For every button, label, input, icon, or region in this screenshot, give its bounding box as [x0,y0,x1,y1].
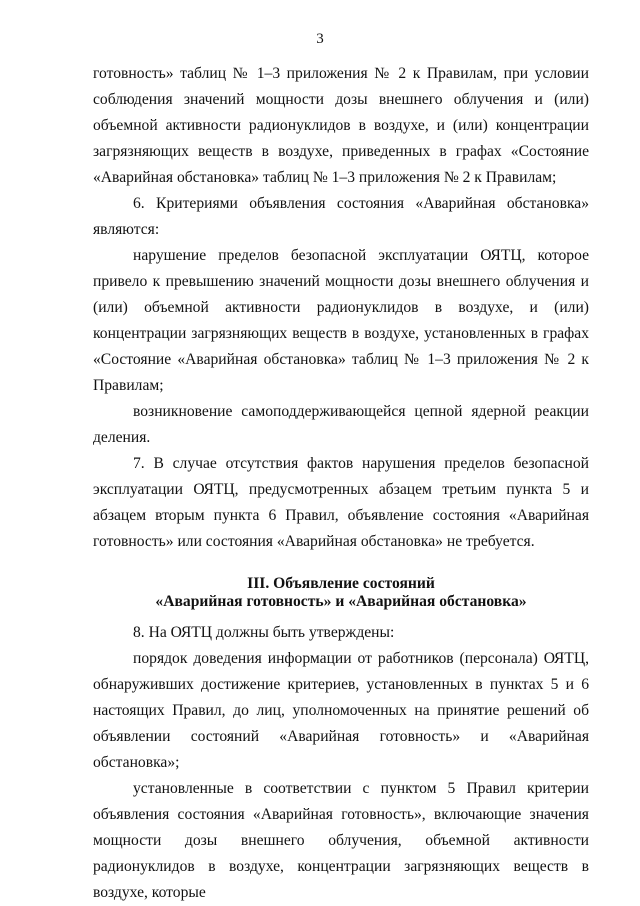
section-heading [93,575,589,611]
page-number: 3 [316,31,324,47]
paragraph-item-6-criterion-1: нарушение пределов безопасной эксплуатации ОЯТЦ, которое привело к превышению значений мощности дозы внешнего облучения и (или) объемной активности радионуклидов в воздухе, и (или) концентрации загрязняющих веществ в воздухе, установленных в графах «Состояние «Аварийная обстановка» таблиц № 1–3 приложения № 2 к Правилам; [93,247,589,394]
paragraph-item-7: 7. В случае отсутствия фактов нарушения пределов безопасной эксплуатации ОЯТЦ, предусмотренных абзацем третьим пункта 5 и абзацем вторым пункта 6 Правил, объявление состояния «Аварийная готовность» или состояния «Аварийная обстановка» не требуется. [93,455,589,550]
paragraph-continuation: готовность» таблиц № 1–3 приложения № 2 к Правилам, при условии соблюдения значений мощности дозы внешнего облучения и (или) объемной активности радионуклидов в воздухе, и (или) концентрации загрязняющих веществ в воздухе, приведенных в графах «Состояние «Аварийная обстановка» таблиц № 1–3 приложения № 2 к Правилам; [93,65,589,186]
paragraph-item-8-point-2: установленные в соответствии с пунктом 5 Правил критерии объявления состояния «Аварийная готовность», включающие значения мощности дозы внешнего облучения, объемной активности радионуклидов в воздухе, концентрации загрязняющих веществ в воздухе, которые [93,780,589,901]
paragraph-item-6-criterion-2: возникновение самоподдерживающейся цепной ядерной реакции деления. [93,403,589,446]
section-heading-line-2: «Аварийная готовность» и «Аварийная обстановка» [155,593,527,610]
section-heading-line-1: III. Объявление состояний [247,575,435,592]
document-body [93,61,589,906]
paragraph-item-8: 8. На ОЯТЦ должны быть утверждены: [133,624,395,641]
paragraph-item-6: 6. Критериями объявления состояния «Аварийная обстановка» являются: [93,195,589,238]
paragraph-item-8-point-1: порядок доведения информации от работников (персонала) ОЯТЦ, обнаруживших достижение критериев, установленных в пунктах 5 и 6 настоящих Правил, до лиц, уполномоченных на принятие решений об объявлении состояний «Аварийная готовность» и «Аварийная обстановка»; [93,650,589,771]
